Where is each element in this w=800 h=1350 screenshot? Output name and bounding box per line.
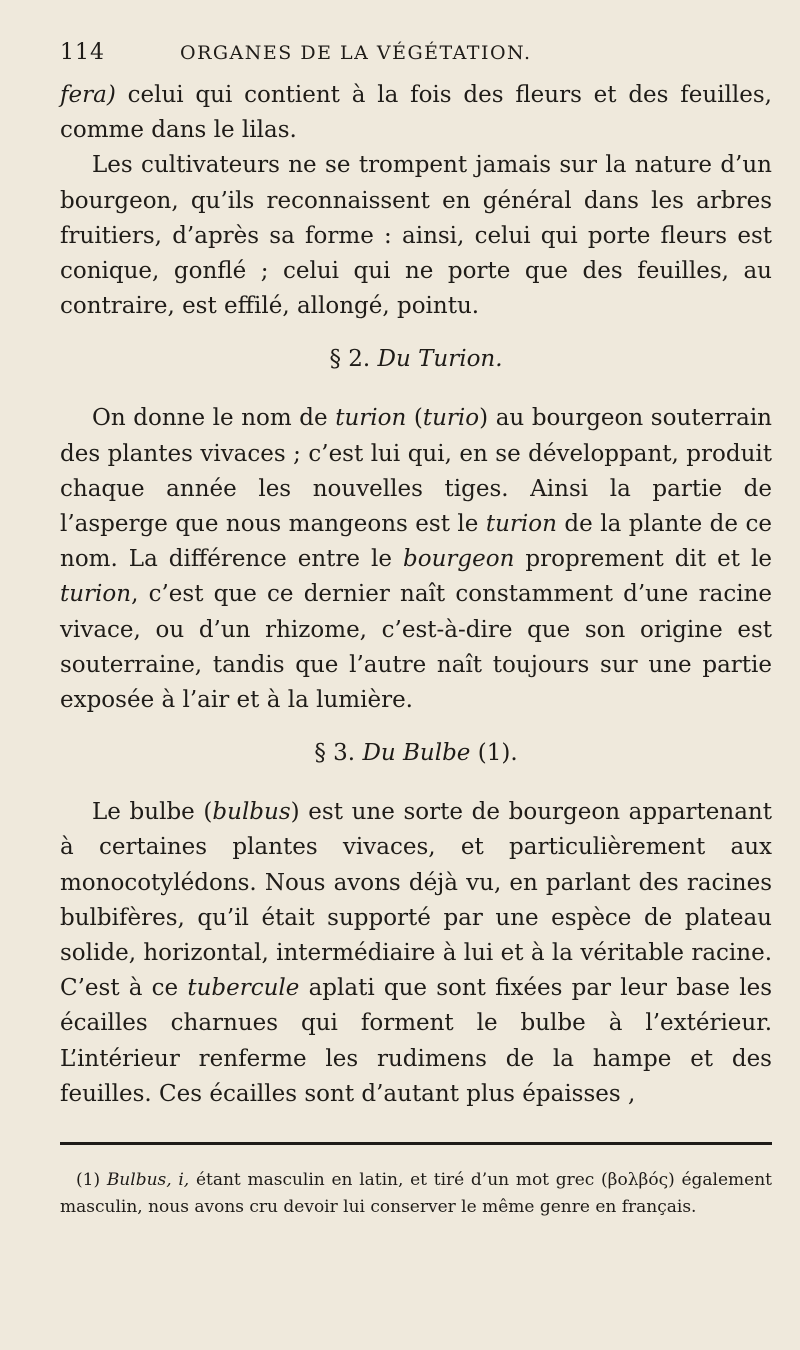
italic-term: turion bbox=[60, 581, 132, 608]
text-run: Le bulbe ( bbox=[92, 799, 213, 826]
text-run: ) est une sorte de bourgeon appartenant à certaines plantes vivaces, et particulièrement aux monocotylédons. Nous avons déjà vu, en parlant des racines bulbifères, qu’il était supporté par une espèce de plateau solide, horizontal, intermédiaire à lui et à la véritable racine. C’est à ce bbox=[60, 799, 772, 1002]
footnote bbox=[60, 1167, 772, 1221]
section-title: Du Bulbe bbox=[362, 740, 471, 767]
section-heading-turion bbox=[60, 342, 772, 377]
page-header bbox=[60, 40, 772, 78]
italic-term: turio bbox=[422, 405, 480, 432]
paragraph-4 bbox=[60, 795, 772, 1112]
text-run: , c’est que ce dernier naît constamment d’une racine vivace, ou d’un rhizome, c’est-à-dire que son origine est souterraine, tandis que l’autre naît toujours sur une partie exposée à l’air et à la lumière. bbox=[60, 581, 772, 714]
paragraph-3 bbox=[60, 401, 772, 718]
italic-term: turion bbox=[335, 405, 407, 432]
footnote-marker: (1) bbox=[76, 1170, 107, 1191]
text-run: de la plante de ce nom. La différence entre le bbox=[60, 511, 772, 573]
italic-term: turion bbox=[485, 511, 557, 538]
footnote-text bbox=[60, 1167, 772, 1221]
page-number: 114 bbox=[60, 40, 105, 65]
running-title: ORGANES DE LA VÉGÉTATION. bbox=[180, 42, 532, 64]
text-run: ( bbox=[406, 405, 423, 432]
footnote-divider bbox=[60, 1142, 772, 1145]
footnote-reference: (1). bbox=[477, 740, 518, 767]
section-number: § 2. bbox=[329, 346, 371, 373]
paragraph-2: Les cultivateurs ne se trompent jamais sur la nature d’un bourgeon, qu’ils reconnaissent en général dans les arbres fruitiers, d’après sa forme : ainsi, celui qui porte fleurs est conique, gonflé ; celui qui ne porte que des feuilles, au contraire, est effilé, allongé, pointu. bbox=[60, 152, 772, 320]
italic-term: bulbus bbox=[212, 799, 291, 826]
paragraph-1-italic: fera) bbox=[60, 82, 116, 108]
book-page bbox=[60, 40, 772, 1221]
section-title: Du Turion. bbox=[377, 346, 503, 373]
italic-term: Bulbus, i, bbox=[106, 1170, 190, 1191]
paragraph-1-text: celui qui contient à la fois des fleurs et des feuilles, comme dans le lilas. bbox=[60, 82, 772, 144]
section-number: § 3. bbox=[314, 740, 356, 767]
italic-term: tubercule bbox=[187, 975, 300, 1002]
text-run: aplati que sont fixées par leur base les écailles charnues qui forment le bulbe à l’extérieur. L’intérieur renferme les rudimens de la hampe et des feuilles. Ces écailles sont d’autant plus épaisses , bbox=[60, 975, 772, 1107]
section-heading-bulbe bbox=[60, 736, 772, 771]
text-run: proprement dit et le bbox=[514, 546, 772, 573]
paragraph-1 bbox=[60, 78, 772, 148]
text-run: On donne le nom de bbox=[92, 405, 336, 432]
italic-term: bourgeon bbox=[403, 546, 515, 573]
text-run: étant masculin en latin, et tiré d’un mot grec (βολβός) également masculin, nous avons cru devoir lui conserver le même genre en français. bbox=[60, 1170, 772, 1218]
text-run: ) au bourgeon souterrain des plantes vivaces ; c’est lui qui, en se développant, produit chaque année les nouvelles tiges. Ainsi la partie de l’asperge que nous mangeons est le bbox=[60, 405, 772, 538]
